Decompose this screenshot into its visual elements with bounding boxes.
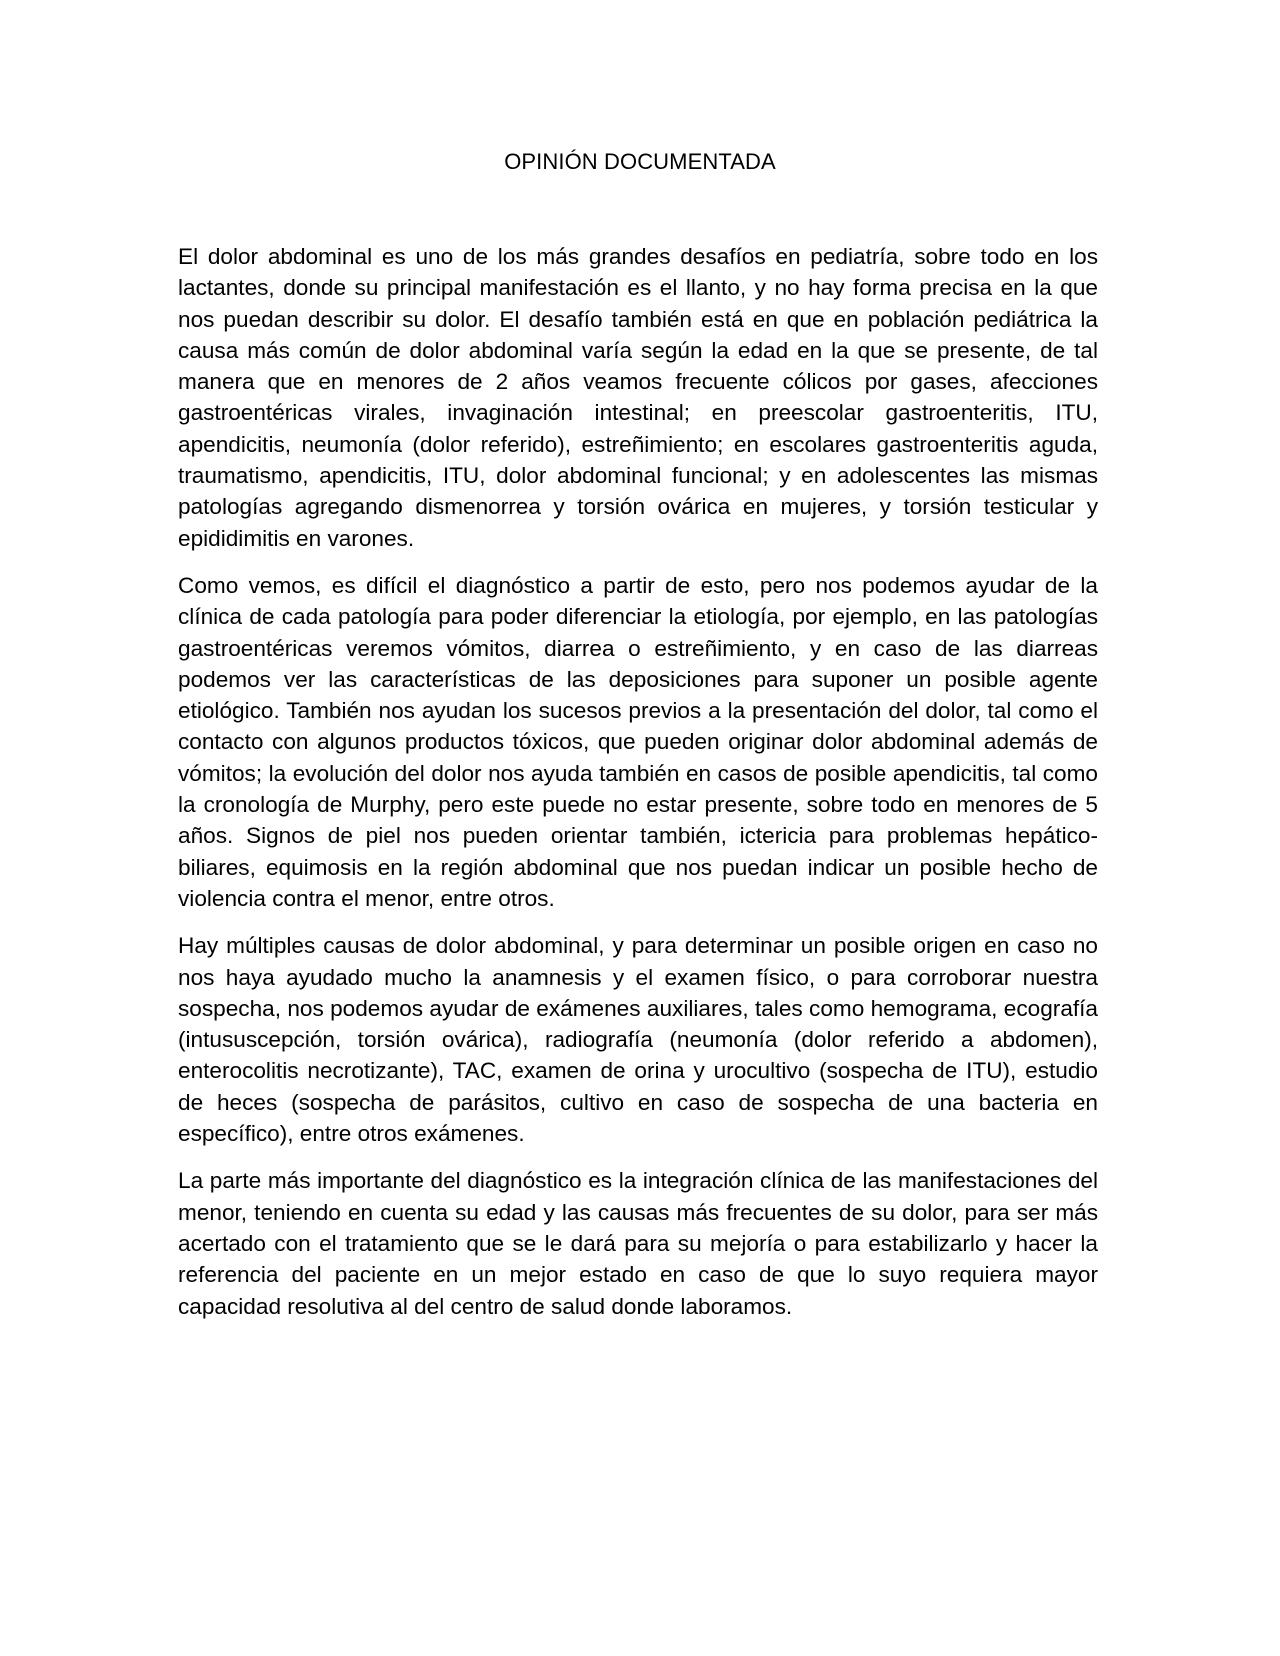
- paragraph-1: El dolor abdominal es uno de los más grandes desafíos en pediatría, sobre todo en los lactantes, donde su principal manifestación es el llanto, y no hay forma precisa en la que nos puedan describir su dolor. El desafío también está en que en población pediátrica la causa más común de dolor abdominal varía según la edad en la que se presente, de tal manera que en menores de 2 años veamos frecuente cólicos por gases, afecciones gastroentéricas virales, invaginación intestinal; en preescolar gastroenteritis, ITU, apendicitis, neumonía (dolor referido), estreñimiento; en escolares gastroenteritis aguda, traumatismo, apendicitis, ITU, dolor abdominal funcional; y en adolescentes las mismas patologías agregando dismenorrea y torsión ovárica en mujeres, y torsión testicular y epididimitis en varones.: [178, 244, 1098, 551]
- document-body: [178, 241, 1098, 1338]
- paragraph-3: Hay múltiples causas de dolor abdominal, y para determinar un posible origen en caso no nos haya ayudado mucho la anamnesis y el examen físico, o para corroborar nuestra sospecha, nos podemos ayudar de exámenes auxiliares, tales como hemograma, ecografía (intususcepción, torsión ovárica), radiografía (neumonía (dolor referido a abdomen), enterocolitis necrotizante), TAC, examen de orina y urocultivo (sospecha de ITU), estudio de heces (sospecha de parásitos, cultivo en caso de sospecha de una bacteria en específico), entre otros exámenes.: [178, 933, 1098, 1147]
- document-title: OPINIÓN DOCUMENTADA: [504, 149, 776, 174]
- paragraph-4: La parte más importante del diagnóstico es la integración clínica de las manifestaciones del menor, teniendo en cuenta su edad y las causas más frecuentes de su dolor, para ser más acertado con el tratamiento que se le dará para su mejoría o para estabilizarlo y hacer la referencia del paciente en un mejor estado en caso de que lo suyo requiera mayor capacidad resolutiva al del centro de salud donde laboramos.: [178, 1168, 1098, 1319]
- paragraph-2: Como vemos, es difícil el diagnóstico a partir de esto, pero nos podemos ayudar de la clínica de cada patología para poder diferenciar la etiología, por ejemplo, en las patologías gastroentéricas veremos vómitos, diarrea o estreñimiento, y en caso de las diarreas podemos ver las características de las deposiciones para suponer un posible agente etiológico. También nos ayudan los sucesos previos a la presentación del dolor, tal como el contacto con algunos productos tóxicos, que pueden originar dolor abdominal además de vómitos; la evolución del dolor nos ayuda también en casos de posible apendicitis, tal como la cronología de Murphy, pero este puede no estar presente, sobre todo en menores de 5 años. Signos de piel nos pueden orientar también, ictericia para problemas hepático-biliares, equimosis en la región abdominal que nos puedan indicar un posible hecho de violencia contra el menor, entre otros.: [178, 572, 1098, 911]
